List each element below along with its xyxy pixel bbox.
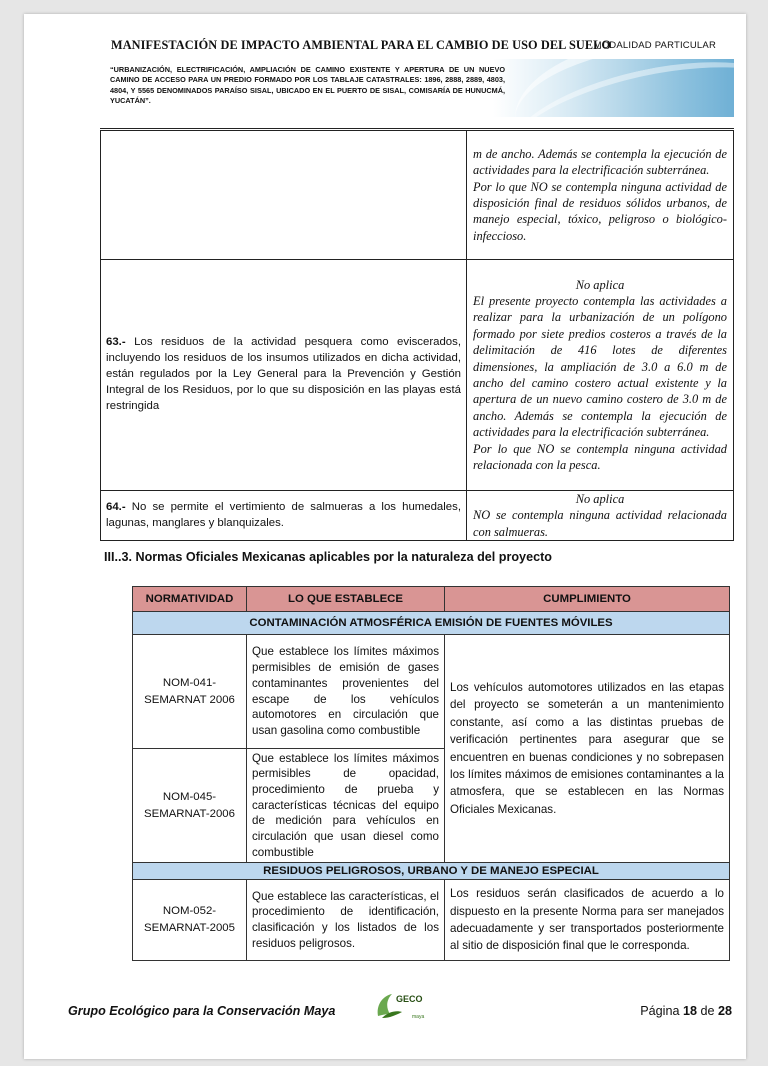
column-header: LO QUE ESTABLECE — [247, 587, 445, 612]
section-title: III..3. Normas Oficiales Mexicanas aplicables por la naturaleza del proyecto — [104, 550, 552, 564]
table-header-row — [133, 587, 730, 612]
norm-name — [133, 635, 247, 749]
compliance-text: El presente proyecto contempla las actividades a realizar para la urbanización de un polígono formado por siete predios costeros a través de la delimitación de 416 lotes de diferentes dimensiones, la ampliación de 3.0 a 6.0 m de ancho del camino costero actual existente y la apertura de un nuevo camino costero de 3.0 m de ancho. Además se contempla la ejecución de actividades para la electrificación subterránea. — [473, 293, 727, 440]
total-pages: 28 — [717, 1004, 732, 1018]
norm-name-text: NOM-052- SEMARNAT-2005 — [144, 905, 235, 934]
category-band: CONTAMINACIÓN ATMOSFÉRICA EMISIÓN DE FUENTES MÓVILES — [133, 612, 730, 635]
compliance-text: NO se contempla ninguna actividad relacionada con salmueras. — [473, 508, 727, 539]
column-header: NORMATIVIDAD — [133, 587, 247, 612]
status-label: No aplica — [575, 492, 625, 506]
page-label: Página — [640, 1004, 680, 1018]
table-row — [101, 491, 734, 541]
compliance-text: m de ancho. Además se contempla la ejecución de actividades para la electrificación subterránea. — [473, 146, 727, 178]
table-row — [133, 635, 730, 749]
compliance-text: Por lo que NO se contempla ninguna actividad de disposición final de residuos sólidos urbanos, de manejo especial, tóxico, peligroso o biológico-infeccioso. — [473, 179, 727, 243]
logo-subtext: maya — [412, 1014, 425, 1020]
compliance-cell: Los residuos serán clasificados de acuerdo a lo dispuesto en la presente Norma para ser manejados adecuadamente y ser transportados posteriormente al sitio de disposición final que le corresponda. — [445, 880, 730, 961]
norm-name — [133, 880, 247, 961]
project-description: “URBANIZACIÓN, ELECTRIFICACIÓN, AMPLIACIÓN DE CAMINO EXISTENTE Y APERTURA DE UN NUEVO CAMINO DE ACCESO PARA UN PREDIO FORMADO POR LOS TABLAJE CATASTRALES: 1896, 2888, 2889, 4803, 4804, Y 5565 DENOMINADOS PARAÍSO SISAL, UBICADO EN EL PUERTO DE SISAL, COMISARÍA DE HUNUCMÁ, YUCATÁN”. — [110, 65, 505, 106]
current-page: 18 — [682, 1004, 697, 1018]
criterion-text: No se permite el vertimiento de salmueras a los humedales, lagunas, manglares y blanquizales. — [106, 500, 461, 529]
header-divider — [100, 128, 734, 129]
category-band: RESIDUOS PELIGROSOS, URBANO Y DE MANEJO ESPECIAL — [133, 863, 730, 880]
table-row — [101, 260, 734, 491]
table-cell — [467, 131, 734, 260]
document-page — [24, 14, 746, 1059]
criteria-table — [100, 130, 734, 541]
nom-table — [132, 586, 730, 961]
organization-name: Grupo Ecológico para la Conservación Maya — [68, 1004, 336, 1018]
criterion-number: 64.- — [106, 500, 126, 513]
column-header: CUMPLIMIENTO — [445, 587, 730, 612]
header-band — [100, 59, 734, 117]
criterion-63 — [101, 260, 467, 491]
table-row — [101, 131, 734, 260]
status-label: No aplica — [575, 277, 625, 292]
compliance-cell: Los vehículos automotores utilizados en las etapas del proyecto se someterán a un mantenimiento constante, así como a las distintas pruebas de verificación pertinentes para asegurar que se encuentren en buenas condiciones y no sobrepasen los límites máximos de emisiones contaminantes a la atmosfera, que se establecen en las Normas Oficiales Mexicanas. — [445, 635, 730, 863]
norm-description: Que establece las características, el procedimiento de identificación, clasificación y los listados de los residuos peligrosos. — [247, 880, 445, 961]
norm-description: Que establece los límites máximos permisibles de opacidad, procedimiento de prueba y características técnicas del equipo de medición para vehículos en circulación que usan diesel como combustible — [247, 749, 445, 863]
criterion-number: 63.- — [106, 336, 126, 349]
norm-name — [133, 749, 247, 863]
table-row — [133, 880, 730, 961]
section-band-row — [133, 863, 730, 880]
criterion-64 — [101, 491, 467, 541]
norm-name-text: NOM-045- SEMARNAT-2006 — [144, 790, 235, 820]
table-cell — [101, 131, 467, 260]
table-cell — [467, 260, 734, 491]
logo-text: GECO — [396, 994, 423, 1004]
page-of: de — [700, 1004, 715, 1018]
table-cell — [467, 491, 734, 541]
norm-name-text: NOM-041- SEMARNAT 2006 — [144, 676, 235, 706]
document-title: MANIFESTACIÓN DE IMPACTO AMBIENTAL PARA EL CAMBIO DE USO DEL SUELO — [111, 38, 612, 52]
compliance-text: Por lo que NO se contempla ninguna actividad relacionada con la pesca. — [473, 441, 727, 473]
modality-label: MODALIDAD PARTICULAR — [593, 40, 716, 51]
norm-description: Que establece los límites máximos permisibles de emisión de gases contaminantes provenientes del escape de los vehículos automotores en circulación que usan gasolina como combustible — [247, 635, 445, 749]
section-band-row — [133, 612, 730, 635]
criterion-text: Los residuos de la actividad pesquera como eviscerados, incluyendo los residuos de los insumos utilizados en dicha actividad, están regulados por la Ley General para la Prevención y Gestión Integral de los Residuos, por lo que su disposición en las playas está restringida — [106, 336, 461, 412]
page-number — [640, 1004, 732, 1018]
geco-logo-icon — [372, 988, 436, 1024]
